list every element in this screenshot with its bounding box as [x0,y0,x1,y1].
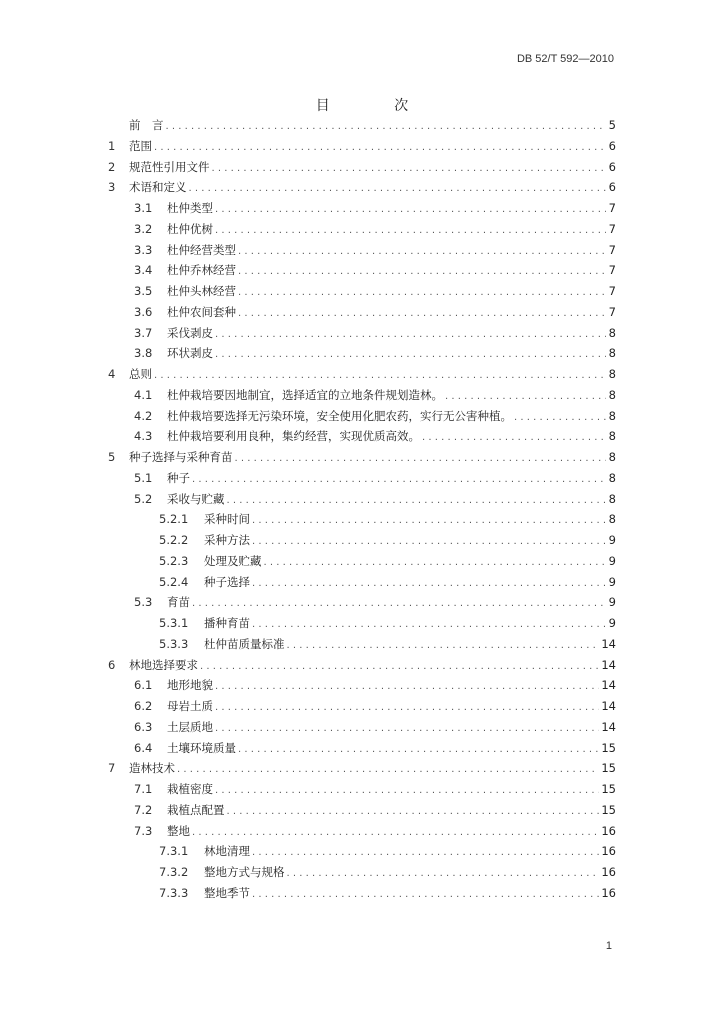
toc-dot-leader [192,594,606,615]
toc-entry-number: 7.1 [134,782,153,796]
toc-dot-leader [154,366,606,387]
toc-entry[interactable] [108,758,616,779]
toc-entry-label: 杜仲类型 [167,201,213,215]
toc-entry-label: 整地 [167,823,190,838]
toc-entry-page: 14 [601,636,616,651]
toc-entry-page: 15 [601,740,616,755]
toc-entry-label: 环状剥皮 [167,346,213,361]
toc-entry-label: 总则 [129,367,152,381]
toc-entry[interactable] [108,655,616,676]
toc-entry[interactable] [108,675,616,696]
toc-entry[interactable] [108,385,616,406]
toc-entry-page: 8 [608,387,616,402]
toc-entry[interactable] [108,364,616,385]
toc-entry[interactable] [108,530,616,551]
toc-entry-number: 7.2 [134,802,153,817]
toc-entry[interactable] [108,406,616,427]
toc-entry[interactable] [108,613,616,634]
toc-entry-number: 1 [108,138,116,153]
toc-entry[interactable] [108,551,616,572]
toc-entry-page: 14 [601,678,616,693]
toc-entry-number: 2 [108,159,116,174]
toc-entry-page: 7 [608,242,616,257]
toc-entry-label: 母岩土质 [167,699,213,713]
toc-dot-leader [177,760,599,781]
toc-entry-number: 7.3.3 [159,885,189,900]
toc-entry-label: 林地选择要求 [129,657,198,672]
toc-entry-page: 15 [601,802,616,817]
toc-entry-label: 土层质地 [167,719,213,734]
toc-entry-page: 14 [601,719,616,734]
toc-entry-number: 5.3.3 [159,636,189,651]
toc-entry-label: 杜仲栽培要利用良种，集约经营，实现优质高效。 [167,429,420,444]
toc-entry-page: 7 [608,263,616,278]
toc-dot-leader [227,491,607,512]
toc-dot-leader [215,719,599,740]
toc-entry-label: 种子 [167,470,190,485]
toc-entry-page: 8 [608,367,616,381]
toc-dot-leader [215,345,606,366]
toc-entry[interactable] [108,821,616,842]
toc-dot-leader [189,179,607,200]
toc-entry-page: 7 [608,201,616,215]
toc-entry-page: 14 [601,699,616,713]
toc-entry-label: 杜仲苗质量标准 [204,636,285,651]
toc-entry[interactable] [108,509,616,530]
toc-entry[interactable] [108,883,616,904]
toc-entry-page: 8 [608,450,616,464]
toc-entry[interactable] [108,157,616,178]
toc-list [108,115,616,904]
toc-entry-number: 7.3.1 [159,844,189,859]
toc-entry-label: 采伐剥皮 [167,325,213,340]
toc-dot-leader [287,864,600,885]
toc-entry[interactable] [108,198,616,219]
toc-entry-label: 杜仲栽培要选择无污染环境，安全使用化肥农药，实行无公害种植。 [167,408,512,423]
toc-entry-label: 杜仲头林经营 [167,284,236,298]
toc-entry[interactable] [108,800,616,821]
toc-entry[interactable] [108,426,616,447]
toc-dot-leader [238,262,606,283]
document-code: DB 52/T 592—2010 [516,53,614,65]
toc-entry[interactable] [108,447,616,468]
toc-dot-leader [215,698,599,719]
toc-entry-number: 6.4 [134,740,153,755]
toc-dot-leader [215,677,599,698]
toc-dot-leader [227,802,600,823]
toc-entry-number: 4.3 [134,429,153,444]
toc-entry[interactable] [108,841,616,862]
toc-entry-number: 3.3 [134,242,153,257]
toc-entry-number: 3.2 [134,221,153,236]
toc-dot-leader [215,325,606,346]
toc-entry-number: 7 [108,761,116,776]
toc-dot-leader [287,636,600,657]
toc-entry-label: 造林技术 [129,761,175,776]
toc-entry-number: 5.3.1 [159,616,189,630]
toc-entry[interactable] [108,738,616,759]
toc-entry-label: 处理及贮藏 [204,553,262,568]
toc-entry[interactable] [108,240,616,261]
toc-entry[interactable] [108,323,616,344]
toc-entry-number: 4.1 [134,387,153,402]
toc-entry-number: 5 [108,450,116,464]
toc-entry-label: 前 言 [129,118,164,132]
toc-entry-number: 4.2 [134,408,153,423]
toc-title: 目 次 [315,98,439,114]
toc-entry-number: 3 [108,180,116,195]
toc-entry-page: 9 [608,595,616,610]
toc-entry-number: 5.1 [134,470,153,485]
toc-entry-label: 整地方式与规格 [204,865,285,879]
toc-dot-leader [252,511,606,532]
toc-entry-number: 5.2.3 [159,553,189,568]
toc-entry-page: 6 [608,180,616,195]
toc-entry-page: 16 [601,865,616,879]
toc-entry[interactable] [108,489,616,510]
toc-entry-label: 范围 [129,138,152,153]
toc-entry[interactable] [108,717,616,738]
page-number: 1 [605,940,612,952]
toc-entry-page: 8 [608,429,616,444]
toc-entry-label: 杜仲优树 [167,221,213,236]
toc-entry-label: 杜仲乔林经营 [167,263,236,278]
toc-dot-leader [252,574,606,595]
toc-entry-label: 杜仲农间套种 [167,304,236,319]
toc-entry-label: 种子选择 [204,574,250,589]
toc-entry[interactable] [108,779,616,800]
toc-entry[interactable] [108,115,616,136]
toc-dot-leader [154,138,606,159]
toc-entry-page: 16 [601,885,616,900]
toc-entry-number: 5.2 [134,491,153,506]
toc-entry-number: 7.3.2 [159,865,189,879]
toc-entry-page: 7 [608,304,616,319]
toc-dot-leader [192,470,606,491]
toc-dot-leader [445,387,606,408]
toc-dot-leader [238,283,606,304]
toc-dot-leader [192,823,599,844]
toc-entry-page: 15 [601,782,616,796]
toc-entry[interactable] [108,302,616,323]
toc-entry-label: 土壤环境质量 [167,740,236,755]
toc-dot-leader [238,304,606,325]
toc-entry-page: 9 [608,533,616,547]
toc-dot-leader [264,553,607,574]
toc-entry-number: 6 [108,657,116,672]
toc-entry-page: 8 [608,325,616,340]
toc-entry-page: 14 [601,657,616,672]
toc-entry[interactable] [108,862,616,883]
toc-dot-leader [215,200,606,221]
toc-dot-leader [166,117,607,138]
toc-entry[interactable] [108,260,616,281]
toc-entry[interactable] [108,177,616,198]
toc-entry-label: 规范性引用文件 [129,159,210,174]
toc-entry-page: 8 [608,408,616,423]
toc-dot-leader [215,221,606,242]
toc-entry-number: 3.6 [134,304,153,319]
toc-entry-number: 3.8 [134,346,153,361]
toc-dot-leader [215,781,599,802]
toc-entry[interactable] [108,572,616,593]
toc-entry-number: 5.2.1 [159,512,189,527]
toc-entry-number: 6.3 [134,719,153,734]
toc-entry-page: 7 [608,221,616,236]
toc-dot-leader [252,885,599,906]
toc-entry-number: 7.3 [134,823,153,838]
toc-dot-leader [238,242,606,263]
toc-entry[interactable] [108,343,616,364]
toc-entry-label: 育苗 [167,595,190,610]
toc-entry[interactable] [108,468,616,489]
toc-entry-number: 4 [108,367,116,381]
toc-entry-page: 6 [608,159,616,174]
toc-entry-number: 3.1 [134,201,153,215]
toc-dot-leader [422,428,606,449]
toc-entry-page: 9 [608,616,616,630]
toc-entry-page: 8 [608,346,616,361]
toc-entry-label: 整地季节 [204,885,250,900]
toc-dot-leader [200,657,599,678]
toc-entry-label: 术语和定义 [129,180,187,195]
toc-dot-leader [212,159,607,180]
toc-entry-label: 采种方法 [204,533,250,547]
toc-dot-leader [252,532,606,553]
toc-entry-label: 采收与贮藏 [167,491,225,506]
toc-entry-label: 播种育苗 [204,616,250,630]
toc-entry[interactable] [108,592,616,613]
toc-entry[interactable] [108,634,616,655]
toc-entry-page: 15 [601,761,616,776]
toc-entry-label: 种子选择与采种育苗 [129,450,233,464]
toc-entry-label: 采种时间 [204,512,250,527]
toc-entry-number: 3.4 [134,263,153,278]
toc-entry-number: 5.2.2 [159,533,189,547]
toc-entry-page: 9 [608,574,616,589]
toc-entry-page: 16 [601,844,616,859]
toc-dot-leader [252,843,599,864]
toc-entry[interactable] [108,219,616,240]
toc-entry-number: 5.3 [134,595,153,610]
toc-entry-number: 6.1 [134,678,153,693]
toc-dot-leader [252,615,606,636]
toc-entry-page: 16 [601,823,616,838]
toc-entry-label: 栽植密度 [167,782,213,796]
toc-entry-page: 8 [608,470,616,485]
toc-entry-page: 8 [608,491,616,506]
toc-entry-number: 5.2.4 [159,574,189,589]
toc-entry-number: 3.7 [134,325,153,340]
toc-entry-label: 杜仲栽培要因地制宜，选择适宜的立地条件规划造林。 [167,387,443,402]
toc-entry-label: 杜仲经营类型 [167,242,236,257]
toc-entry-number: 6.2 [134,699,153,713]
toc-entry-page: 5 [608,118,616,132]
toc-entry[interactable] [108,696,616,717]
toc-entry-page: 7 [608,284,616,298]
toc-dot-leader [235,449,607,470]
toc-entry-label: 地形地貌 [167,678,213,693]
toc-entry-page: 8 [608,512,616,527]
toc-dot-leader [238,740,599,761]
toc-entry-number: 3.5 [134,284,153,298]
toc-dot-leader [514,408,606,429]
toc-entry-label: 栽植点配置 [167,802,225,817]
toc-entry[interactable] [108,136,616,157]
toc-entry-page: 9 [608,553,616,568]
toc-entry[interactable] [108,281,616,302]
toc-entry-page: 6 [608,138,616,153]
toc-entry-label: 林地清理 [204,844,250,859]
